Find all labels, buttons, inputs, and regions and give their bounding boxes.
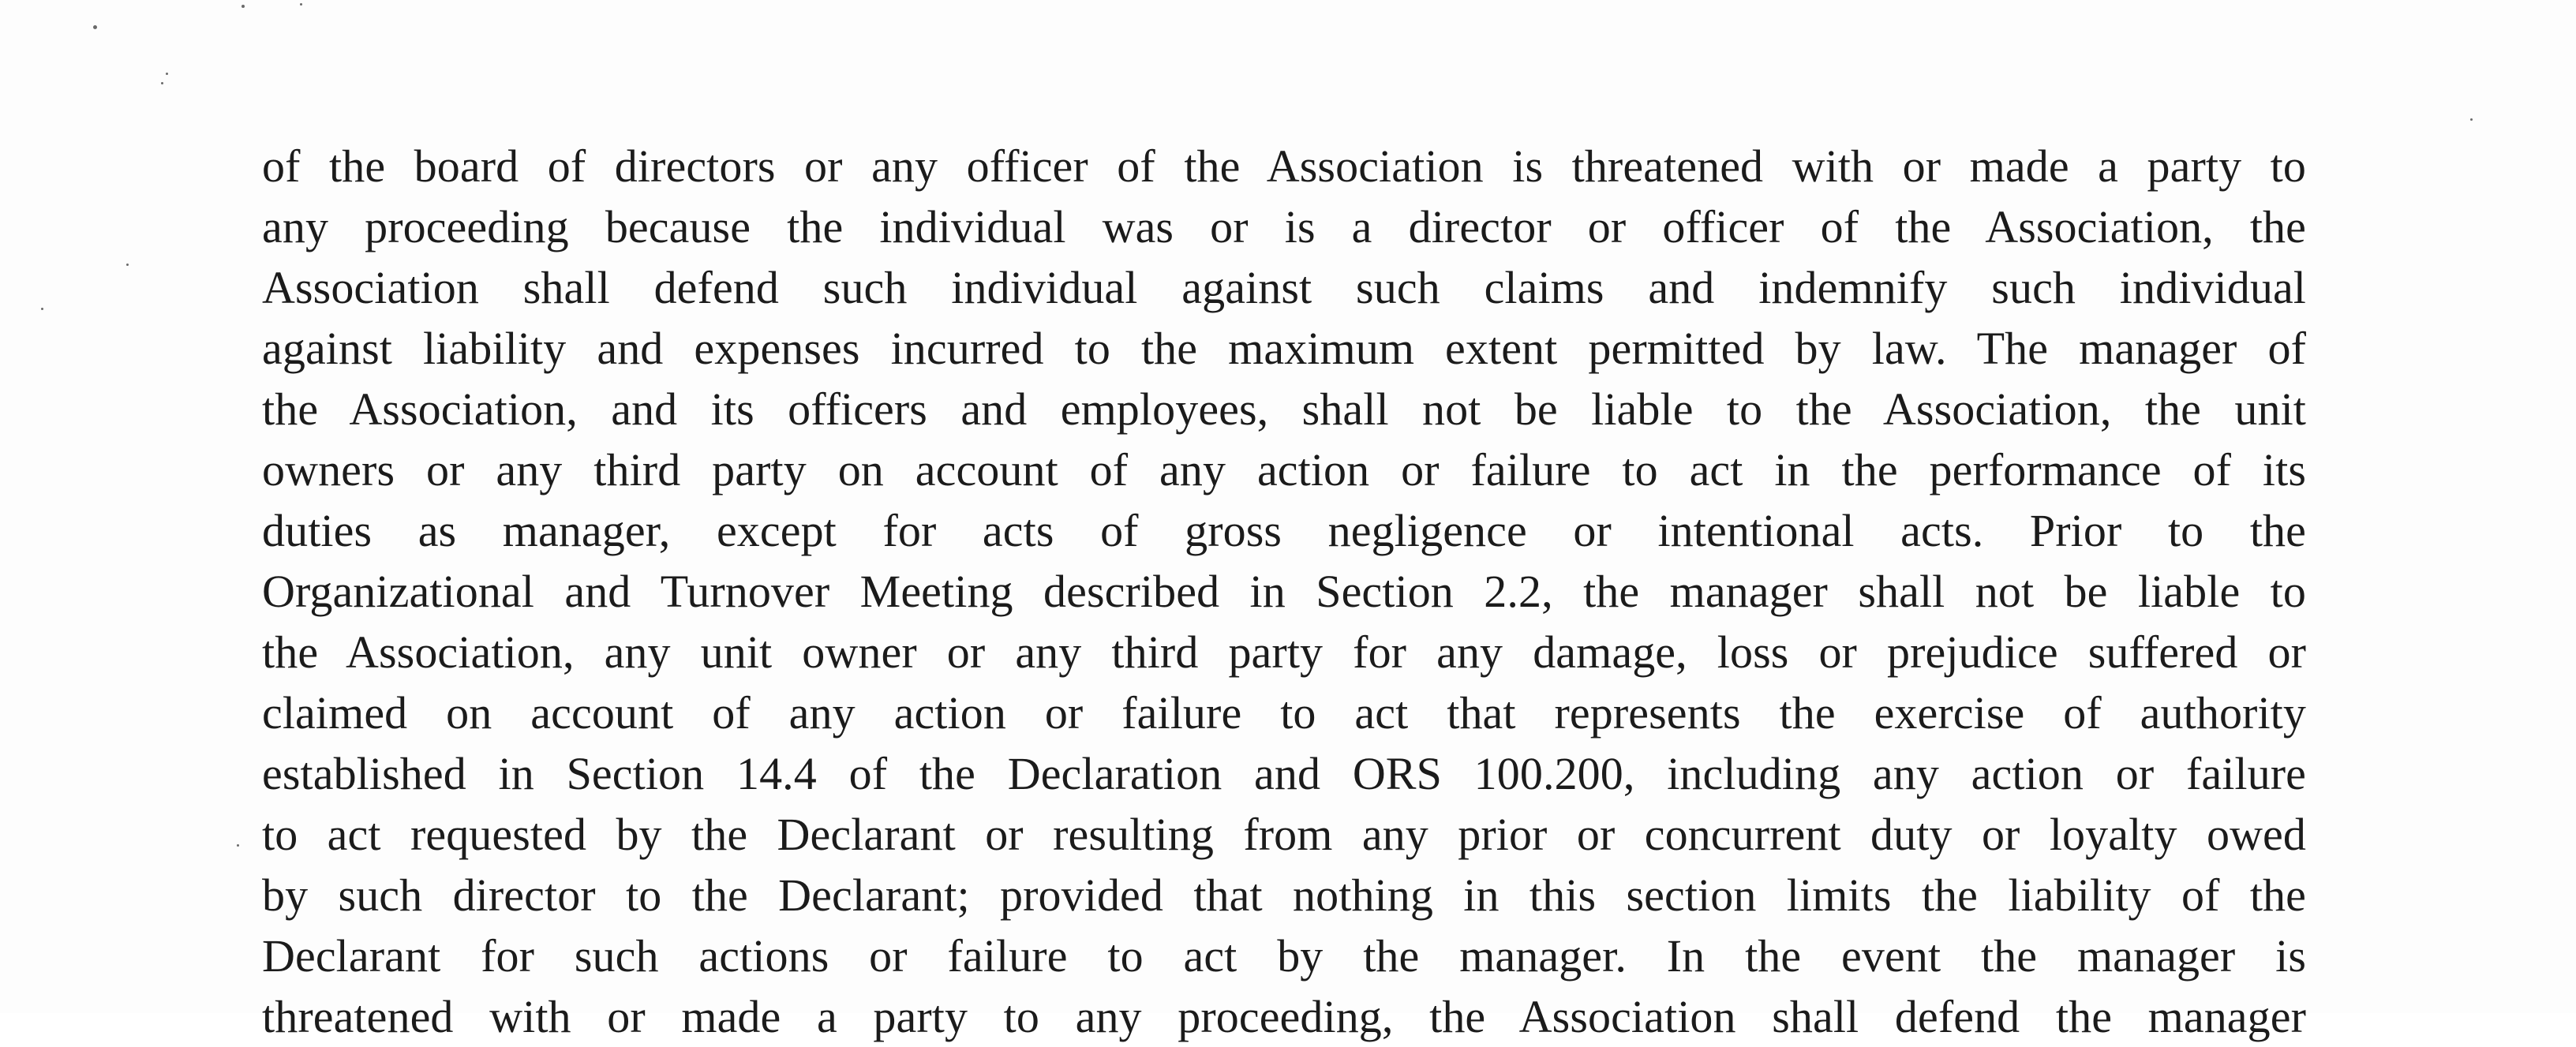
- text-line: to act requested by the Declarant or resulting from any prior or concurrent duty or loyalty owed: [262, 809, 2306, 860]
- text-line: against liability and expenses incurred to the maximum extent permitted by law. The manager of: [262, 323, 2306, 374]
- scan-speck: [41, 308, 43, 310]
- text-line: Declarant for such actions or failure to act by the manager. In the event the manager is: [262, 930, 2306, 982]
- scan-speck: [2470, 118, 2473, 121]
- text-line: claimed on account of any action or failure to act that represents the exercise of authority: [262, 687, 2306, 739]
- text-line: owners or any third party on account of any action or failure to act in the performance of its: [262, 444, 2306, 495]
- text-line: by such director to the Declarant; provided that nothing in this section limits the liability of the: [262, 869, 2306, 921]
- text-line: established in Section 14.4 of the Declaration and ORS 100.200, including any action or failure: [262, 748, 2306, 799]
- scan-speck: [93, 25, 97, 29]
- text-line: any proceeding because the individual was or is a director or officer of the Association, the: [262, 201, 2306, 252]
- text-line: Organizational and Turnover Meeting described in Section 2.2, the manager shall not be liable to: [262, 566, 2306, 617]
- scan-speck: [161, 82, 163, 84]
- scan-speck: [166, 73, 168, 75]
- scan-speck: [300, 3, 302, 6]
- scan-speck: [242, 5, 245, 8]
- text-line-cut-off: threatened with or made a party to any proceeding, the Association shall defend the manager: [262, 991, 2306, 1042]
- text-line: the Association, any unit owner or any third party for any damage, loss or prejudice suffered or: [262, 626, 2306, 678]
- document-body: [262, 136, 2306, 1042]
- scan-speck: [237, 844, 239, 847]
- text-line: the Association, and its officers and employees, shall not be liable to the Association, the unit: [262, 383, 2306, 435]
- text-line: of the board of directors or any officer of the Association is threatened with or made a party to: [262, 140, 2306, 192]
- text-line: duties as manager, except for acts of gross negligence or intentional acts. Prior to the: [262, 505, 2306, 556]
- text-line: Association shall defend such individual against such claims and indemnify such individual: [262, 262, 2306, 313]
- scan-speck: [126, 264, 129, 266]
